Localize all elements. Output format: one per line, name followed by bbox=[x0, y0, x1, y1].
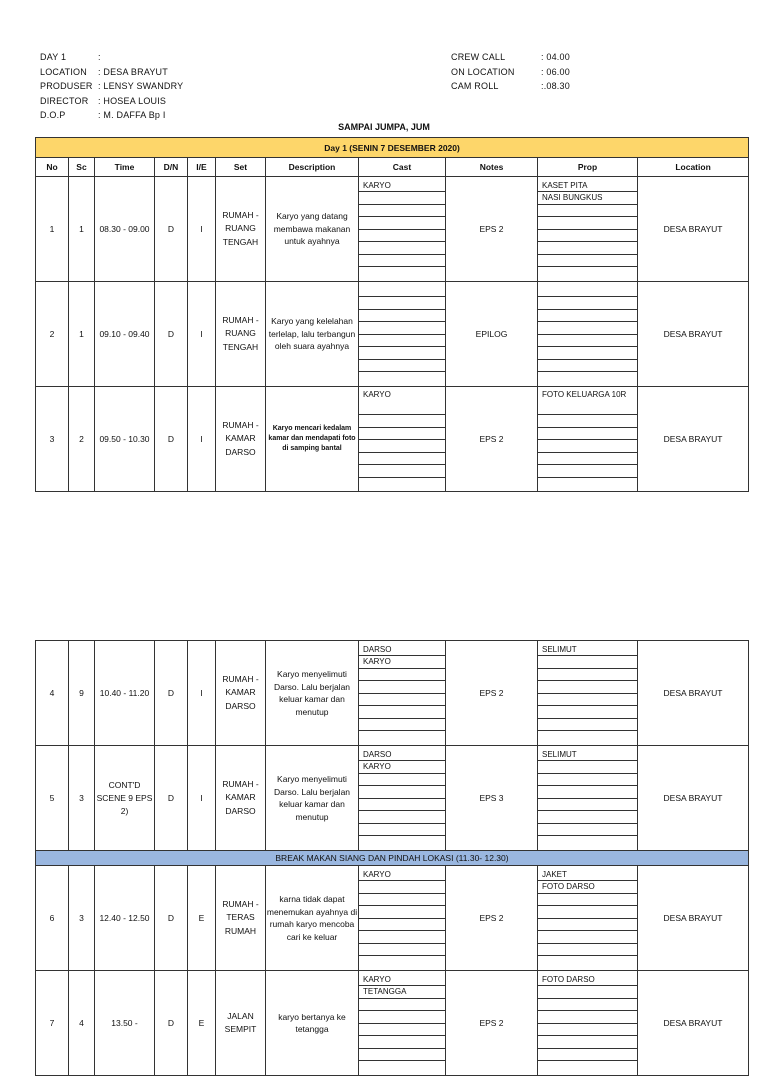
cast-list bbox=[359, 177, 446, 282]
scene-description: Karyo menyelimuti Darso. Lalu berjalan keluar kamar dan menutup bbox=[266, 641, 359, 746]
list-cell bbox=[538, 440, 637, 453]
schedule-table bbox=[35, 137, 749, 492]
scene-set: RUMAH - TERAS RUMAH bbox=[216, 866, 266, 971]
list-cell bbox=[538, 322, 637, 335]
scene-code: 4 bbox=[69, 971, 95, 1076]
cast-list bbox=[359, 387, 446, 492]
list-cell bbox=[359, 192, 445, 205]
list-cell bbox=[359, 428, 445, 441]
list-cell bbox=[359, 731, 445, 743]
header-label: CREW CALL bbox=[451, 52, 506, 62]
list-cell bbox=[359, 1036, 445, 1049]
list-cell bbox=[359, 1024, 445, 1037]
scene-code: 3 bbox=[69, 746, 95, 851]
list-cell bbox=[359, 1061, 445, 1073]
subtitle: SAMPAI JUMPA, JUM bbox=[338, 122, 430, 132]
column-header: Set bbox=[216, 158, 266, 177]
scene-number: 7 bbox=[36, 971, 69, 1076]
prop-list bbox=[538, 866, 638, 971]
list-cell bbox=[538, 706, 637, 719]
scene-location: DESA BRAYUT bbox=[638, 387, 749, 492]
scene-notes: EPS 2 bbox=[446, 641, 538, 746]
list-cell bbox=[538, 217, 637, 230]
scene-number: 3 bbox=[36, 387, 69, 492]
list-cell bbox=[359, 669, 445, 682]
list-cell bbox=[538, 1011, 637, 1024]
scene-time: 09.10 - 09.40 bbox=[95, 282, 155, 387]
list-cell bbox=[359, 1011, 445, 1024]
scene-code: 2 bbox=[69, 387, 95, 492]
list-cell bbox=[538, 774, 637, 787]
scene-code: 3 bbox=[69, 866, 95, 971]
list-cell bbox=[538, 335, 637, 348]
list-cell bbox=[538, 836, 637, 848]
scene-description: karyo bertanya ke tetangga bbox=[266, 971, 359, 1076]
table-row bbox=[36, 177, 749, 282]
table-row bbox=[36, 866, 749, 971]
list-cell bbox=[538, 267, 637, 279]
list-cell bbox=[538, 999, 637, 1012]
cast-list bbox=[359, 746, 446, 851]
header-value: : DESA BRAYUT bbox=[98, 66, 168, 77]
scene-description: Karyo mencari kedalam kamar dan mendapati foto di samping bantal bbox=[266, 387, 359, 492]
list-cell bbox=[359, 465, 445, 478]
header-label: PRODUSER bbox=[40, 81, 93, 91]
list-cell bbox=[359, 347, 445, 360]
scene-notes: EPILOG bbox=[446, 282, 538, 387]
table-row bbox=[36, 746, 749, 851]
header-row bbox=[40, 108, 183, 123]
header-row bbox=[40, 79, 183, 94]
list-cell bbox=[538, 694, 637, 707]
list-cell bbox=[359, 453, 445, 466]
scene-number: 4 bbox=[36, 641, 69, 746]
list-cell: KASET PITA bbox=[538, 180, 637, 193]
list-cell bbox=[359, 440, 445, 453]
column-header: No bbox=[36, 158, 69, 177]
list-cell bbox=[538, 297, 637, 310]
day-night: D bbox=[155, 866, 188, 971]
scene-location: DESA BRAYUT bbox=[638, 746, 749, 851]
prop-list bbox=[538, 641, 638, 746]
scene-notes: EPS 2 bbox=[446, 177, 538, 282]
schedule-table-continued bbox=[35, 640, 749, 1076]
list-cell bbox=[359, 205, 445, 218]
list-cell bbox=[538, 453, 637, 466]
list-cell: NASI BUNGKUS bbox=[538, 192, 637, 205]
prop-list bbox=[538, 282, 638, 387]
list-cell: SELIMUT bbox=[538, 644, 637, 657]
list-cell: DARSO bbox=[359, 749, 445, 762]
header-label: DIRECTOR bbox=[40, 95, 89, 106]
list-cell bbox=[359, 694, 445, 707]
header-row bbox=[451, 65, 570, 80]
scene-description: Karyo menyelimuti Darso. Lalu berjalan keluar kamar dan menutup bbox=[266, 746, 359, 851]
prop-list bbox=[538, 387, 638, 492]
list-cell bbox=[538, 681, 637, 694]
list-cell bbox=[359, 242, 445, 255]
list-cell bbox=[359, 906, 445, 919]
list-cell bbox=[359, 1049, 445, 1062]
scene-description: Karyo yang kelelahan terlelap, lalu terbangun oleh suara ayahnya bbox=[266, 282, 359, 387]
list-cell bbox=[359, 999, 445, 1012]
list-cell bbox=[359, 881, 445, 894]
header-label: LOCATION bbox=[40, 66, 87, 77]
scene-number: 2 bbox=[36, 282, 69, 387]
list-cell: SELIMUT bbox=[538, 749, 637, 762]
list-cell bbox=[538, 894, 637, 907]
list-cell bbox=[538, 906, 637, 919]
header-row bbox=[40, 94, 183, 109]
list-cell bbox=[538, 465, 637, 478]
scene-notes: EPS 2 bbox=[446, 971, 538, 1076]
prop-list bbox=[538, 177, 638, 282]
column-header: Sc bbox=[69, 158, 95, 177]
list-cell bbox=[538, 428, 637, 441]
list-cell bbox=[538, 1024, 637, 1037]
scene-code: 1 bbox=[69, 282, 95, 387]
interior-exterior: E bbox=[188, 866, 216, 971]
list-cell bbox=[538, 919, 637, 932]
list-cell bbox=[538, 230, 637, 243]
list-cell bbox=[359, 786, 445, 799]
scene-number: 1 bbox=[36, 177, 69, 282]
list-cell bbox=[359, 217, 445, 230]
list-cell: TETANGGA bbox=[359, 986, 445, 999]
interior-exterior: I bbox=[188, 641, 216, 746]
cast-list bbox=[359, 641, 446, 746]
column-header: I/E bbox=[188, 158, 216, 177]
column-header: Notes bbox=[446, 158, 538, 177]
list-cell bbox=[538, 310, 637, 323]
list-cell bbox=[538, 786, 637, 799]
interior-exterior: I bbox=[188, 387, 216, 492]
list-cell bbox=[538, 944, 637, 957]
list-cell bbox=[359, 360, 445, 373]
scene-time: 09.50 - 10.30 bbox=[95, 387, 155, 492]
list-cell: DARSO bbox=[359, 644, 445, 657]
prop-list bbox=[538, 971, 638, 1076]
header-value: : HOSEA LOUIS bbox=[98, 95, 167, 106]
list-cell bbox=[538, 285, 637, 298]
list-cell bbox=[538, 360, 637, 373]
header-value: : 04.00 bbox=[541, 52, 570, 62]
scene-time: CONT'D SCENE 9 EPS 2) bbox=[95, 746, 155, 851]
list-cell bbox=[359, 956, 445, 968]
list-cell bbox=[538, 415, 637, 428]
list-cell bbox=[359, 824, 445, 837]
scene-description: Karyo yang datang membawa makanan untuk ayahnya bbox=[266, 177, 359, 282]
scene-set: RUMAH - KAMAR DARSO bbox=[216, 387, 266, 492]
list-cell bbox=[359, 706, 445, 719]
header-row bbox=[40, 50, 183, 65]
table-row bbox=[36, 387, 749, 492]
column-header: Location bbox=[638, 158, 749, 177]
scene-code: 9 bbox=[69, 641, 95, 746]
list-cell: KARYO bbox=[359, 974, 445, 987]
scene-notes: EPS 3 bbox=[446, 746, 538, 851]
list-cell bbox=[538, 656, 637, 669]
table-row bbox=[36, 641, 749, 746]
list-cell: KARYO bbox=[359, 389, 445, 415]
scene-location: DESA BRAYUT bbox=[638, 866, 749, 971]
cast-list bbox=[359, 971, 446, 1076]
scene-time: 13.50 - bbox=[95, 971, 155, 1076]
scene-set: RUMAH - KAMAR DARSO bbox=[216, 746, 266, 851]
interior-exterior: I bbox=[188, 177, 216, 282]
list-cell bbox=[538, 731, 637, 743]
header-row bbox=[451, 50, 570, 65]
list-cell: KARYO bbox=[359, 761, 445, 774]
column-header: D/N bbox=[155, 158, 188, 177]
header-value: :.08.30 bbox=[541, 81, 570, 91]
scene-set: RUMAH - KAMAR DARSO bbox=[216, 641, 266, 746]
column-header: Description bbox=[266, 158, 359, 177]
header-left bbox=[40, 50, 183, 123]
list-cell bbox=[359, 681, 445, 694]
column-header: Cast bbox=[359, 158, 446, 177]
header-row bbox=[40, 65, 183, 80]
list-cell bbox=[538, 986, 637, 999]
header-value: : bbox=[98, 52, 101, 62]
list-cell bbox=[359, 894, 445, 907]
day-night: D bbox=[155, 282, 188, 387]
list-cell bbox=[359, 944, 445, 957]
list-cell bbox=[538, 799, 637, 812]
list-cell bbox=[538, 205, 637, 218]
header-row bbox=[451, 79, 570, 94]
list-cell bbox=[538, 347, 637, 360]
column-header: Time bbox=[95, 158, 155, 177]
scene-number: 5 bbox=[36, 746, 69, 851]
scene-location: DESA BRAYUT bbox=[638, 641, 749, 746]
scene-notes: EPS 2 bbox=[446, 387, 538, 492]
column-header-row bbox=[36, 158, 749, 177]
list-cell bbox=[538, 255, 637, 268]
list-cell: FOTO KELUARGA 10R bbox=[538, 389, 637, 415]
header-label: CAM ROLL bbox=[451, 81, 499, 91]
list-cell bbox=[359, 297, 445, 310]
header-label: ON LOCATION bbox=[451, 66, 515, 77]
list-cell bbox=[359, 478, 445, 490]
list-cell: FOTO DARSO bbox=[538, 881, 637, 894]
list-cell: FOTO DARSO bbox=[538, 974, 637, 987]
list-cell bbox=[359, 415, 445, 428]
interior-exterior: E bbox=[188, 971, 216, 1076]
table-row bbox=[36, 971, 749, 1076]
list-cell: KARYO bbox=[359, 180, 445, 193]
scene-set: RUMAH - RUANG TENGAH bbox=[216, 177, 266, 282]
list-cell bbox=[359, 335, 445, 348]
list-cell: JAKET bbox=[538, 869, 637, 882]
table-row bbox=[36, 282, 749, 387]
list-cell bbox=[359, 774, 445, 787]
list-cell bbox=[359, 255, 445, 268]
day-night: D bbox=[155, 971, 188, 1076]
scene-time: 10.40 - 11.20 bbox=[95, 641, 155, 746]
list-cell bbox=[538, 372, 637, 384]
list-cell bbox=[359, 811, 445, 824]
scene-location: DESA BRAYUT bbox=[638, 177, 749, 282]
cast-list bbox=[359, 282, 446, 387]
cast-list bbox=[359, 866, 446, 971]
list-cell bbox=[538, 1061, 637, 1073]
list-cell bbox=[538, 811, 637, 824]
list-cell bbox=[538, 669, 637, 682]
scene-set: JALAN SEMPIT bbox=[216, 971, 266, 1076]
scene-time: 08.30 - 09.00 bbox=[95, 177, 155, 282]
list-cell bbox=[538, 242, 637, 255]
list-cell bbox=[359, 836, 445, 848]
scene-location: DESA BRAYUT bbox=[638, 971, 749, 1076]
list-cell bbox=[359, 931, 445, 944]
list-cell bbox=[538, 478, 637, 490]
header-label: DAY 1 bbox=[40, 52, 67, 62]
day-night: D bbox=[155, 387, 188, 492]
header-label: D.O.P bbox=[40, 110, 66, 120]
header-right bbox=[451, 50, 570, 94]
list-cell bbox=[359, 267, 445, 279]
list-cell bbox=[359, 310, 445, 323]
list-cell bbox=[359, 322, 445, 335]
interior-exterior: I bbox=[188, 746, 216, 851]
column-header: Prop bbox=[538, 158, 638, 177]
list-cell bbox=[359, 285, 445, 298]
list-cell bbox=[538, 931, 637, 944]
scene-time: 12.40 - 12.50 bbox=[95, 866, 155, 971]
break-row bbox=[36, 851, 749, 866]
day-night: D bbox=[155, 177, 188, 282]
scene-description: karna tidak dapat menemukan ayahnya di rumah karyo mencoba cari ke keluar bbox=[266, 866, 359, 971]
list-cell bbox=[538, 719, 637, 732]
list-cell bbox=[538, 761, 637, 774]
break-label: BREAK MAKAN SIANG DAN PINDAH LOKASI (11.30- 12.30) bbox=[36, 851, 749, 866]
list-cell: KARYO bbox=[359, 656, 445, 669]
schedule-title: Day 1 (SENIN 7 DESEMBER 2020) bbox=[36, 138, 749, 158]
scene-code: 1 bbox=[69, 177, 95, 282]
list-cell bbox=[359, 919, 445, 932]
header-value: : LENSY SWANDRY bbox=[98, 81, 184, 91]
list-cell bbox=[538, 824, 637, 837]
list-cell bbox=[538, 1036, 637, 1049]
prop-list bbox=[538, 746, 638, 851]
list-cell bbox=[359, 372, 445, 384]
list-cell bbox=[359, 799, 445, 812]
day-night: D bbox=[155, 641, 188, 746]
header-value: : 06.00 bbox=[541, 66, 570, 77]
scene-set: RUMAH - RUANG TENGAH bbox=[216, 282, 266, 387]
day-night: D bbox=[155, 746, 188, 851]
interior-exterior: I bbox=[188, 282, 216, 387]
header-value: : M. DAFFA Bp I bbox=[98, 110, 166, 120]
scene-location: DESA BRAYUT bbox=[638, 282, 749, 387]
list-cell bbox=[538, 956, 637, 968]
scene-number: 6 bbox=[36, 866, 69, 971]
scene-notes: EPS 2 bbox=[446, 866, 538, 971]
list-cell bbox=[359, 719, 445, 732]
list-cell: KARYO bbox=[359, 869, 445, 882]
list-cell bbox=[359, 230, 445, 243]
list-cell bbox=[538, 1049, 637, 1062]
